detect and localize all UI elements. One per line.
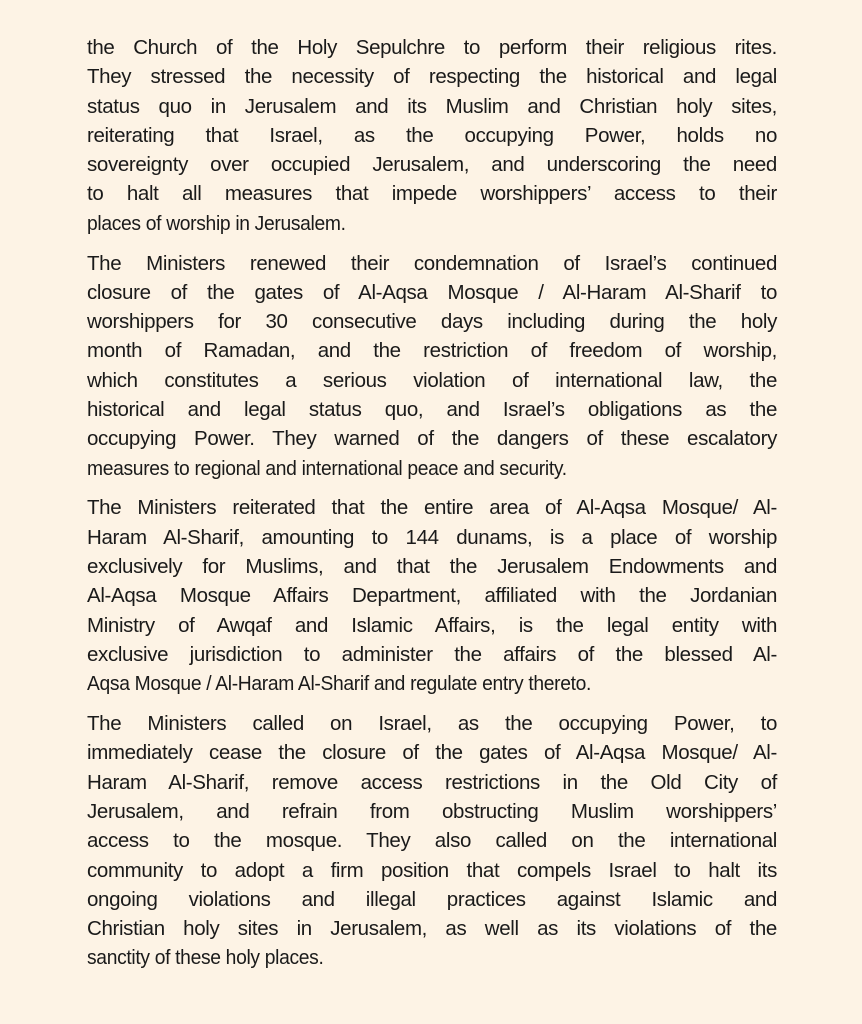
text-line: which constitutes a serious violation of international law, the	[87, 368, 777, 392]
text-line: Ministry of Awqaf and Islamic Affairs, is the legal entity with	[87, 613, 777, 637]
text-line: to halt all measures that impede worshippers’ access to their	[87, 182, 777, 206]
text-line: measures to regional and international peace and security.	[87, 456, 567, 480]
paragraph-holy-sepulchre-status-quo	[87, 33, 777, 238]
text-line: They stressed the necessity of respecting the historical and legal	[87, 65, 777, 89]
text-line: The Ministers renewed their condemnation of Israel’s continued	[87, 251, 777, 275]
text-line: Haram Al-Sharif, amounting to 144 dunams, is a place of worship	[87, 525, 777, 549]
text-line: immediately cease the closure of the gates of Al-Aqsa Mosque/ Al-	[87, 741, 777, 765]
text-line: Aqsa Mosque / Al-Haram Al-Sharif and regulate entry thereto.	[87, 672, 592, 696]
text-line: exclusive jurisdiction to administer the affairs of the blessed Al-	[87, 642, 777, 666]
text-line: Jerusalem, and refrain from obstructing Muslim worshippers’	[87, 799, 777, 823]
text-line: month of Ramadan, and the restriction of freedom of worship,	[87, 339, 777, 363]
paragraph-call-on-israel	[87, 709, 777, 973]
text-line: The Ministers reiterated that the entire area of Al-Aqsa Mosque/ Al-	[87, 496, 777, 520]
text-line: the Church of the Holy Sepulchre to perform their religious rites.	[87, 36, 777, 59]
text-line: Al-Aqsa Mosque Affairs Department, affiliated with the Jordanian	[87, 584, 777, 608]
text-line: sanctity of these holy places.	[87, 946, 324, 970]
text-line: access to the mosque. They also called on the international	[87, 829, 777, 853]
document-page	[87, 33, 777, 983]
text-line: Haram Al-Sharif, remove access restrictions in the Old City of	[87, 770, 777, 794]
text-line: exclusively for Muslims, and that the Jerusalem Endowments and	[87, 555, 777, 579]
text-line: community to adopt a firm position that compels Israel to halt its	[87, 858, 777, 882]
text-line: sovereignty over occupied Jerusalem, and underscoring the need	[87, 153, 777, 177]
paragraph-closure-condemnation	[87, 249, 777, 483]
text-line: The Ministers called on Israel, as the occupying Power, to	[87, 712, 777, 736]
paragraph-exclusive-worship-jurisdiction	[87, 493, 777, 698]
text-line: reiterating that Israel, as the occupying Power, holds no	[87, 123, 777, 147]
text-line: status quo in Jerusalem and its Muslim and Christian holy sites,	[87, 94, 777, 118]
text-line: Christian holy sites in Jerusalem, as well as its violations of the	[87, 917, 777, 941]
text-line: closure of the gates of Al-Aqsa Mosque / Al-Haram Al-Sharif to	[87, 280, 777, 304]
text-line: ongoing violations and illegal practices against Islamic and	[87, 887, 777, 911]
text-line: occupying Power. They warned of the dangers of these escalatory	[87, 427, 777, 451]
text-line: worshippers for 30 consecutive days including during the holy	[87, 310, 777, 334]
text-line: historical and legal status quo, and Israel’s obligations as the	[87, 398, 777, 422]
text-line: places of worship in Jerusalem.	[87, 211, 346, 235]
